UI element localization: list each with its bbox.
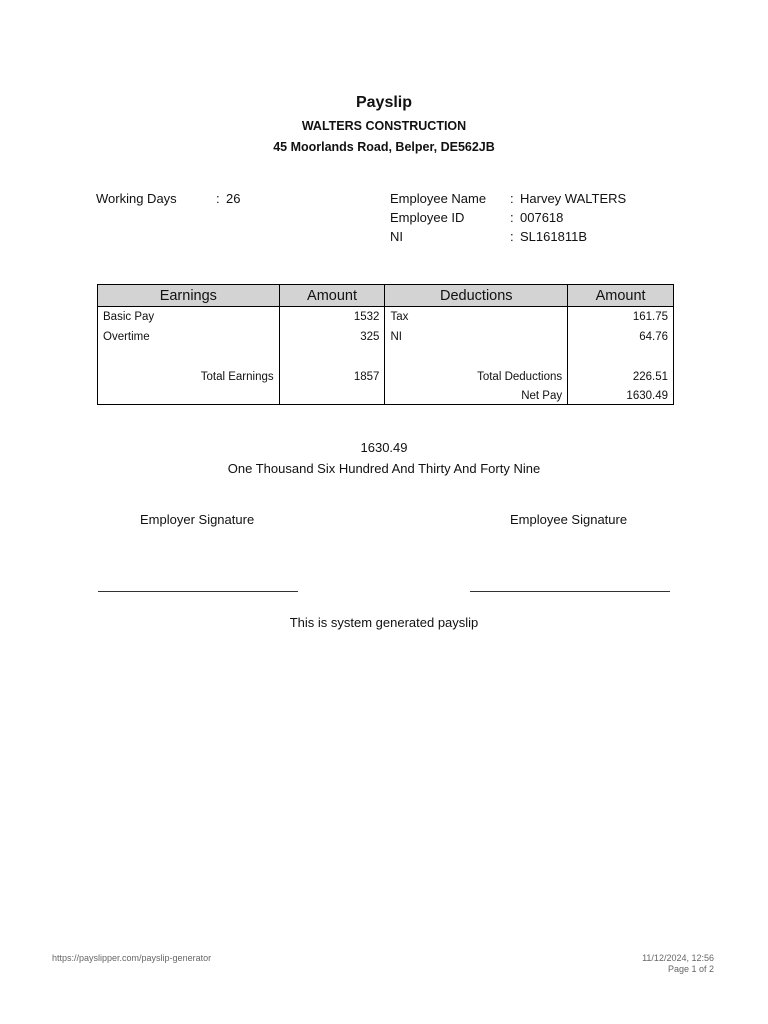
earning-amount: 1532 [279,307,385,328]
ni-label: NI [390,229,403,244]
deduction-amount: 161.75 [568,307,674,328]
ni-value: SL161811B [520,229,587,244]
total-earnings-label: Total Earnings [98,367,280,387]
net-pay-row [98,387,674,405]
company-name: WALTERS CONSTRUCTION [301,119,467,133]
employee-id-colon: : [510,210,514,225]
net-pay-words: One Thousand Six Hundred And Thirty And Forty Nine [227,461,541,476]
employee-name-label: Employee Name [390,191,487,206]
employer-signature-label: Employer Signature [140,512,255,527]
employee-name-value: Harvey WALTERS [520,191,627,206]
total-deductions-label: Total Deductions [385,367,568,387]
earnings-amount-header: Amount [279,285,385,307]
system-generated-note: This is system generated payslip [289,615,479,630]
earning-item: Overtime [98,327,280,347]
table-spacer-row [98,347,674,367]
total-earnings-value: 1857 [279,367,385,387]
table-row [98,307,674,328]
employee-signature-line [470,591,670,592]
earning-amount: 325 [279,327,385,347]
earnings-deductions-table [97,284,674,405]
deduction-item: Tax [385,307,568,328]
footer-url: https://payslipper.com/payslip-generator [52,953,212,963]
deduction-item: NI [385,327,568,347]
deductions-header: Deductions [385,285,568,307]
employee-id-label: Employee ID [390,210,465,225]
working-days-label: Working Days [96,191,177,206]
earnings-header: Earnings [98,285,280,307]
net-pay-value: 1630.49 [568,387,674,405]
employee-signature-label: Employee Signature [510,512,628,527]
footer-page-number: Page 1 of 2 [667,964,714,974]
working-days-colon: : [216,191,220,206]
earning-item: Basic Pay [98,307,280,328]
employee-id-value: 007618 [520,210,564,225]
page-title: Payslip [355,94,413,111]
footer-datetime: 11/12/2024, 12:56 [642,953,714,963]
employer-signature-line [98,591,298,592]
net-pay-figure: 1630.49 [360,440,408,455]
deductions-amount-header: Amount [568,285,674,307]
totals-row [98,367,674,387]
ni-colon: : [510,229,514,244]
total-deductions-value: 226.51 [568,367,674,387]
net-pay-label: Net Pay [385,387,568,405]
deduction-amount: 64.76 [568,327,674,347]
employee-name-colon: : [510,191,514,206]
working-days-value: 26 [226,191,241,206]
table-header-row [98,285,674,307]
table-row [98,327,674,347]
company-address: 45 Moorlands Road, Belper, DE562JB [273,140,495,154]
